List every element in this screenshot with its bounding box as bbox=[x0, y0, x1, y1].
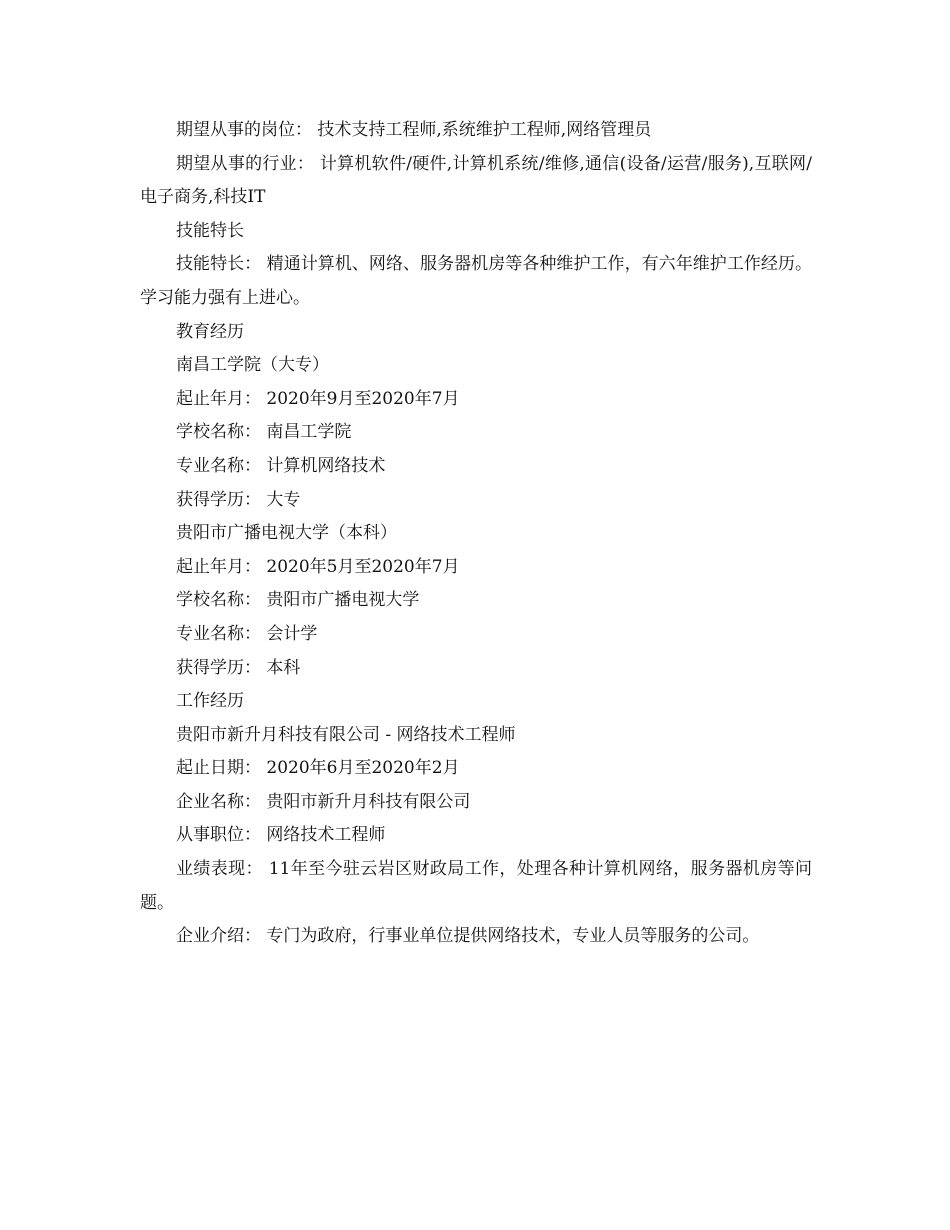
work1-period-label: 起止日期： bbox=[176, 758, 261, 779]
work1-period-value: 2020年6月至2020年2月 bbox=[261, 758, 460, 779]
work1-company-line bbox=[140, 786, 812, 820]
edu1-major-line bbox=[140, 450, 812, 484]
edu1-period-label: 起止年月： bbox=[176, 388, 261, 409]
edu2-degree-line bbox=[140, 652, 812, 686]
work1-role-line bbox=[140, 819, 812, 853]
edu2-major-value: 会计学 bbox=[261, 623, 318, 644]
skills-label: 技能特长： bbox=[176, 254, 262, 275]
edu2-major-line bbox=[140, 618, 812, 652]
edu1-degree-line bbox=[140, 484, 812, 518]
work1-performance-label: 业绩表现： bbox=[176, 859, 263, 880]
edu1-school-value: 南昌工学院 bbox=[261, 422, 352, 443]
work1-role-value: 网络技术工程师 bbox=[261, 825, 386, 846]
work1-period-line bbox=[140, 752, 812, 786]
work-heading: 工作经历 bbox=[176, 691, 244, 712]
edu2-school-label: 学校名称： bbox=[176, 590, 261, 611]
edu2-period-label: 起止年月： bbox=[176, 556, 261, 577]
skills-heading: 技能特长 bbox=[176, 220, 244, 241]
edu1-degree-value: 大专 bbox=[261, 489, 301, 510]
job-positions-label: 期望从事的岗位： bbox=[176, 120, 312, 140]
edu1-title: 南昌工学院（大专） bbox=[176, 355, 329, 376]
resume-document bbox=[140, 114, 812, 954]
edu2-school-line bbox=[140, 584, 812, 618]
work1-title: 贵阳市新升月科技有限公司 - 网络技术工程师 bbox=[176, 724, 516, 745]
edu2-title: 贵阳市广播电视大学（本科） bbox=[176, 523, 397, 544]
edu2-period-value: 2020年5月至2020年7月 bbox=[261, 556, 460, 577]
job-positions-value: 技术支持工程师,系统维护工程师,网络管理员 bbox=[312, 120, 652, 140]
edu2-major-label: 专业名称： bbox=[176, 623, 261, 644]
work1-performance-line bbox=[140, 853, 812, 920]
industries-value: 计算机软件/硬件,计算机系统/维修,通信(设备/运营/服务),互联网/电子商务,科技IT bbox=[140, 153, 812, 208]
skills-line bbox=[140, 248, 812, 315]
work1-performance-value: 11年至今驻云岩区财政局工作，处理各种计算机网络，服务器机房等问题。 bbox=[140, 859, 813, 913]
education-heading: 教育经历 bbox=[176, 321, 244, 342]
edu2-degree-value: 本科 bbox=[261, 657, 301, 678]
edu1-degree-label: 获得学历： bbox=[176, 489, 261, 510]
edu2-period-line bbox=[140, 551, 812, 585]
skills-value: 精通计算机、网络、服务器机房等各种维护工作，有六年维护工作经历。学习能力强有上进心。 bbox=[140, 254, 812, 308]
job-positions-line bbox=[140, 114, 812, 148]
industries-line bbox=[140, 148, 812, 215]
edu1-school-line bbox=[140, 416, 812, 450]
edu1-major-value: 计算机网络技术 bbox=[261, 455, 386, 476]
edu1-period-value: 2020年9月至2020年7月 bbox=[261, 388, 460, 409]
edu1-period-line bbox=[140, 383, 812, 417]
work1-intro-line bbox=[140, 920, 812, 954]
work1-company-label: 企业名称： bbox=[176, 791, 261, 812]
edu1-major-label: 专业名称： bbox=[176, 455, 261, 476]
work1-intro-label: 企业介绍： bbox=[176, 926, 261, 947]
edu2-degree-label: 获得学历： bbox=[176, 657, 261, 678]
industries-label: 期望从事的行业： bbox=[176, 153, 315, 174]
work1-intro-value: 专门为政府，行事业单位提供网络技术，专业人员等服务的公司。 bbox=[261, 926, 760, 947]
edu1-school-label: 学校名称： bbox=[176, 422, 261, 443]
edu2-school-value: 贵阳市广播电视大学 bbox=[261, 590, 420, 611]
work1-company-value: 贵阳市新升月科技有限公司 bbox=[261, 791, 471, 812]
work1-role-label: 从事职位： bbox=[176, 825, 261, 846]
